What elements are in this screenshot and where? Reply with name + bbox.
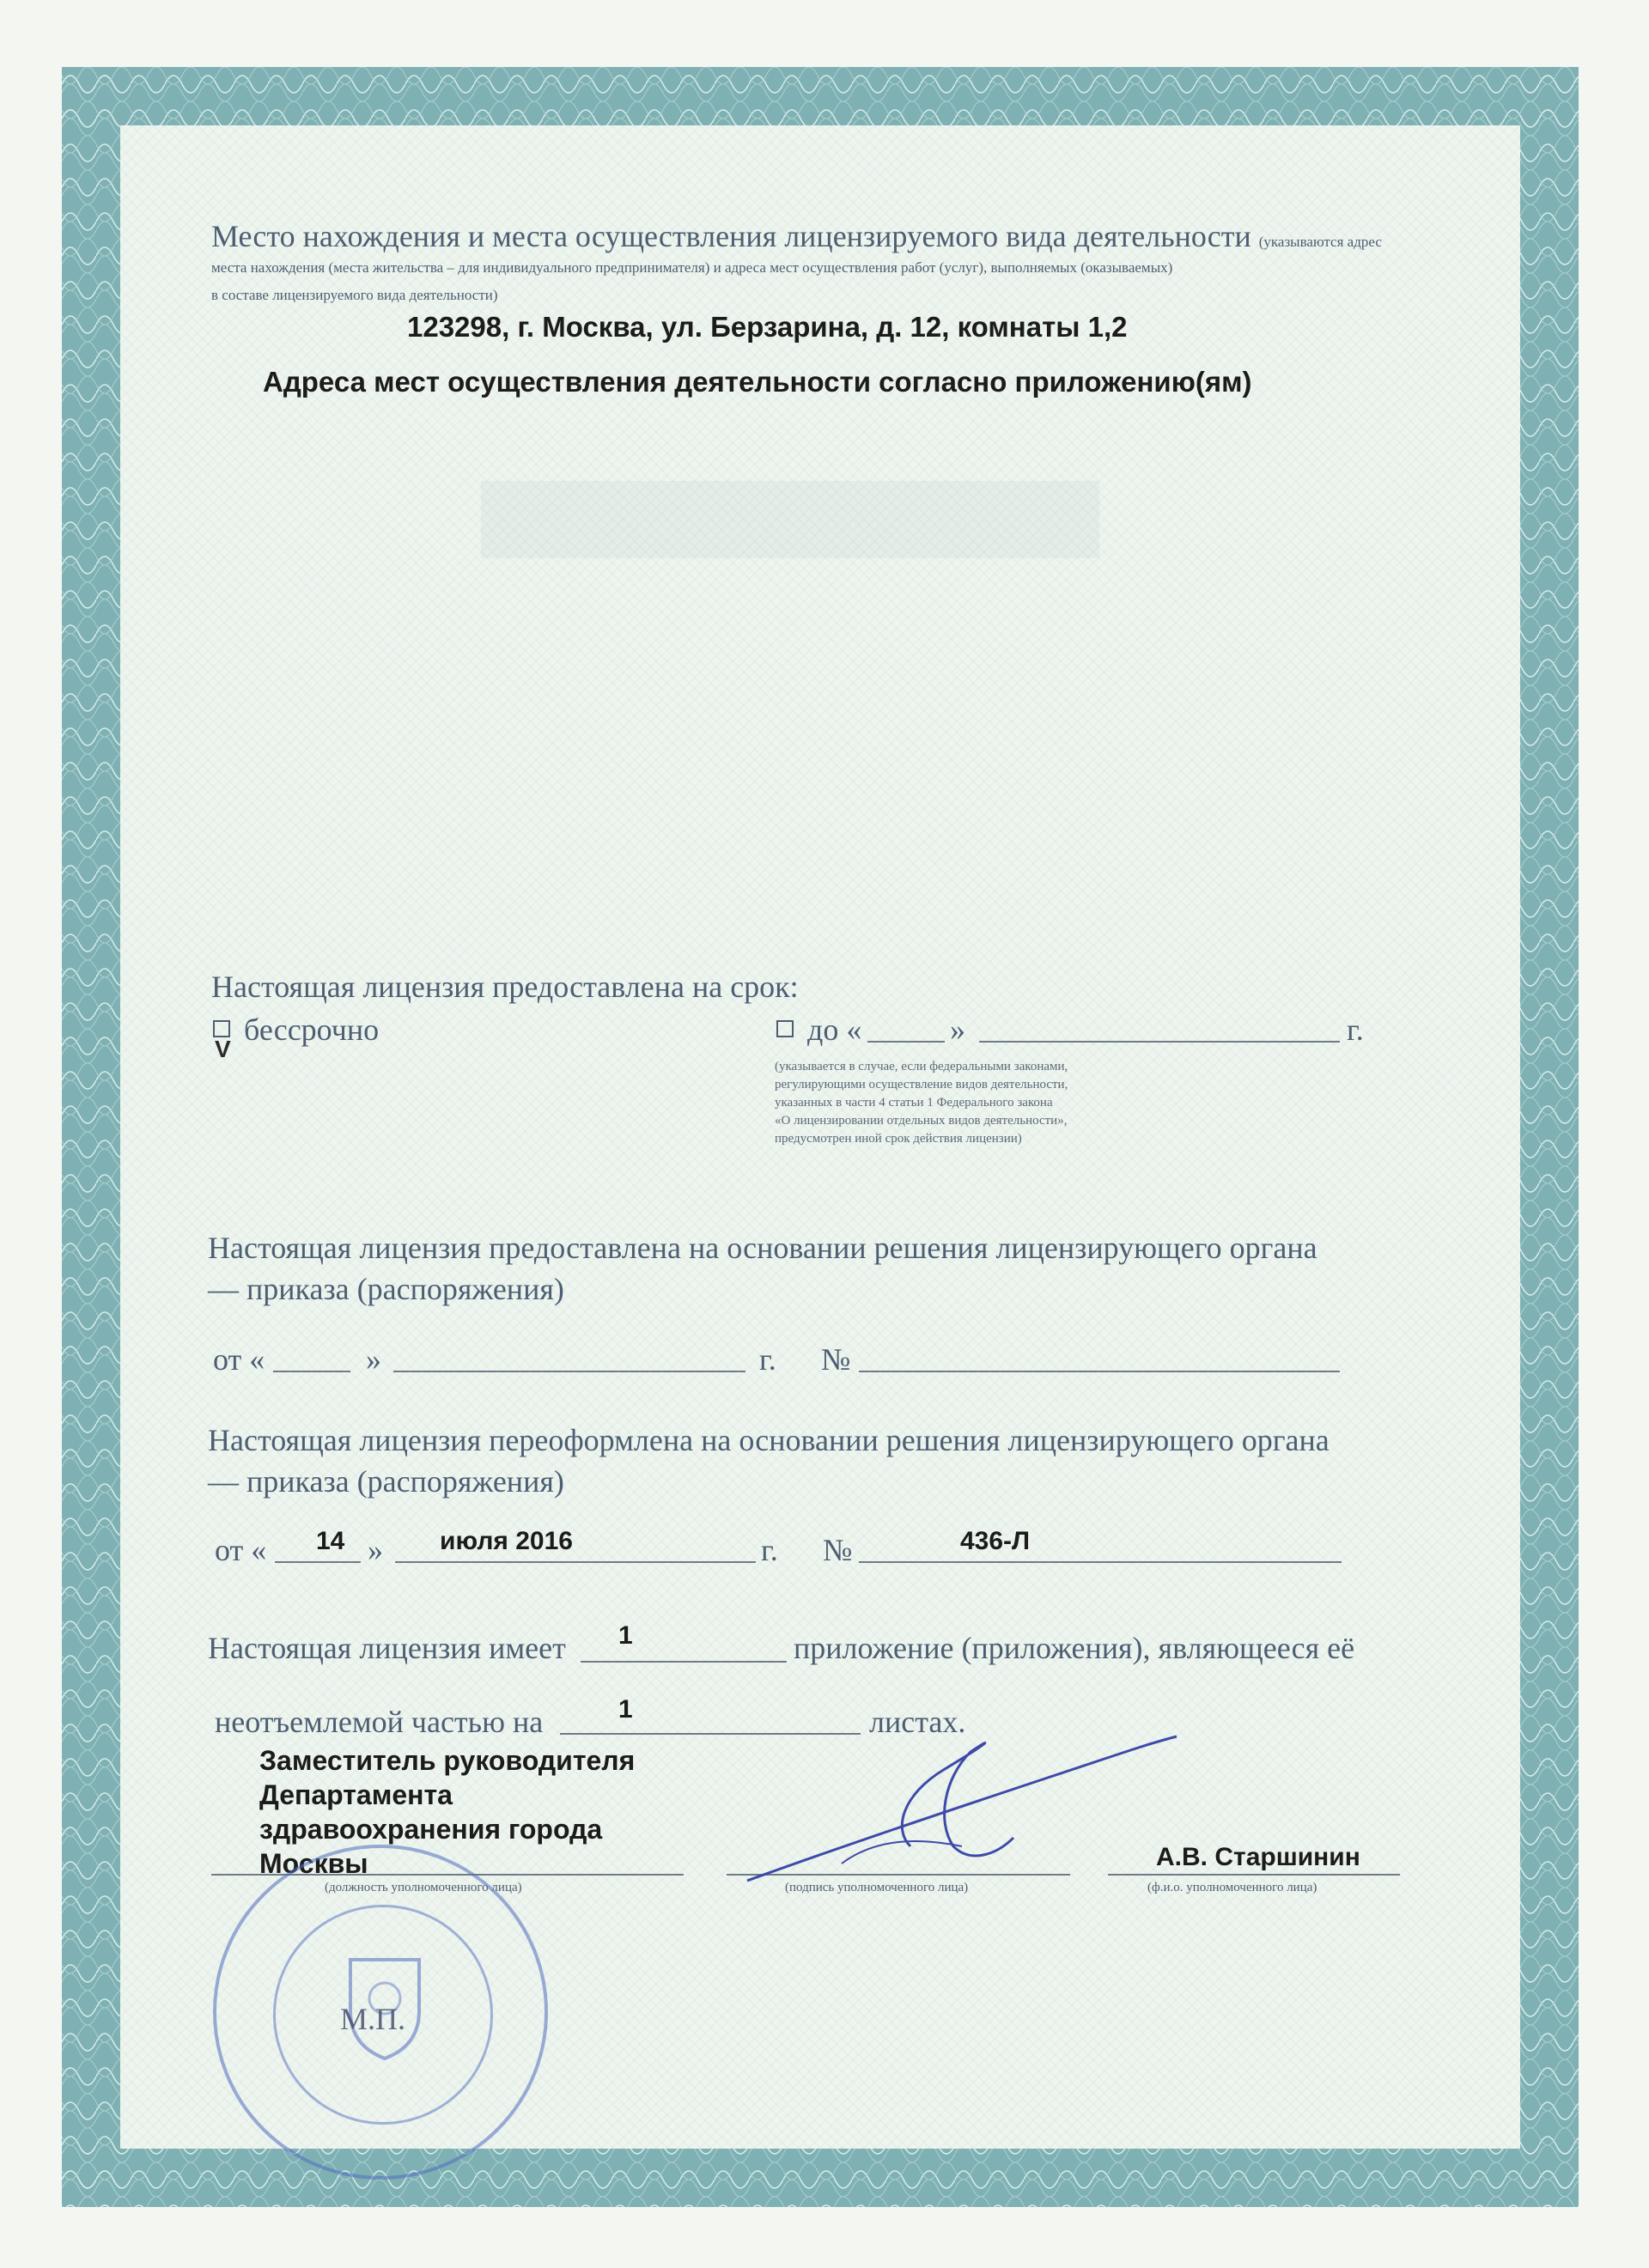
caption-name: (ф.и.о. уполномоченного лица)	[1147, 1881, 1317, 1894]
until-date-field	[979, 1041, 1340, 1043]
basis-close-quote: »	[366, 1342, 381, 1377]
location-heading-row	[211, 218, 1431, 254]
reissue-month-year: июля 2016	[440, 1527, 573, 1555]
basis-day-field	[273, 1371, 350, 1372]
reissue-date-field	[395, 1561, 756, 1563]
indefinite-label: бессрочно	[244, 1012, 380, 1047]
basis-line2: — приказа (распоряжения)	[208, 1272, 564, 1306]
indefinite-checkbox[interactable]	[213, 1020, 230, 1037]
caption-position: (должность уполномоченного лица)	[325, 1881, 522, 1894]
until-checkbox[interactable]	[776, 1020, 794, 1037]
official-seal	[213, 1845, 548, 2180]
reissue-close-quote: »	[368, 1533, 383, 1567]
activity-places: Адреса мест осуществления деятельности согласно приложению(ям)	[263, 366, 1252, 398]
reissue-number-field	[859, 1561, 1342, 1563]
reissue-day-field	[275, 1561, 361, 1563]
until-year-suffix: г.	[1347, 1012, 1364, 1047]
appendix-sheets: 1	[618, 1695, 633, 1724]
location-note-part2: места нахождения (места жительства – для индивидуального предпринимателя) и адреса мест осуществления работ (услуг), выполняемых (оказываемых)	[211, 259, 1173, 276]
term-note: (указывается в случае, если федеральными законами, регулирующими осуществление видов деятельности, указанных в части 4 статьи 1 Федерального закона «О лицензировании отдельных видов деятельности», предусмотрен иной срок действия лицензии)	[775, 1060, 1068, 1146]
reissue-from-label: от «	[215, 1533, 267, 1567]
appendix-text3: неотъемлемой частью на	[215, 1705, 544, 1739]
reissue-line1: Настоящая лицензия переоформлена на основании решения лицензирующего органа	[208, 1423, 1330, 1457]
basis-number-field	[859, 1371, 1340, 1372]
reissue-number-label: №	[823, 1533, 853, 1567]
reissue-year-suffix: г.	[761, 1533, 778, 1567]
appendix-text4: листах.	[869, 1705, 966, 1739]
reissue-day: 14	[316, 1527, 345, 1555]
caption-signature: (подпись уполномоченного лица)	[785, 1881, 969, 1894]
location-note-part1: (указываются адрес	[1258, 234, 1382, 250]
until-day-field	[867, 1041, 945, 1043]
appendix-count: 1	[618, 1621, 633, 1650]
indefinite-check-mark: V	[215, 1036, 231, 1062]
term-heading: Настоящая лицензия предоставлена на срок:	[211, 970, 799, 1004]
basis-date-field	[393, 1371, 745, 1372]
appendix-count-field	[581, 1661, 787, 1663]
signatory-name: А.В. Старшинин	[1156, 1843, 1360, 1871]
basis-year-suffix: г.	[759, 1342, 776, 1377]
reissue-line2: — приказа (распоряжения)	[208, 1464, 564, 1499]
appendix-text1: Настоящая лицензия имеет	[208, 1631, 566, 1665]
location-note-part3: в составе лицензируемого вида деятельности)	[211, 287, 498, 303]
basis-line1: Настоящая лицензия предоставлена на основании решения лицензирующего органа	[208, 1231, 1317, 1265]
handwritten-signature	[739, 1718, 1185, 1898]
reissue-number: 436-Л	[960, 1527, 1031, 1555]
signatory-position: Заместитель руководителя Департамента здравоохранения города Москвы	[259, 1745, 636, 1879]
basis-from-label: от «	[213, 1342, 265, 1377]
until-close-quote: »	[950, 1012, 965, 1047]
license-address: 123298, г. Москва, ул. Берзарина, д. 12, комнаты 1,2	[407, 311, 1128, 343]
until-label: до «	[807, 1012, 862, 1047]
watermark-band	[481, 481, 1099, 558]
seal-mp-text: М.П.	[340, 2002, 406, 2036]
basis-number-label: №	[821, 1342, 851, 1377]
appendix-text2: приложение (приложения), являющееся её	[794, 1631, 1355, 1665]
location-heading: Место нахождения и места осуществления лицензируемого вида деятельности	[211, 219, 1251, 253]
